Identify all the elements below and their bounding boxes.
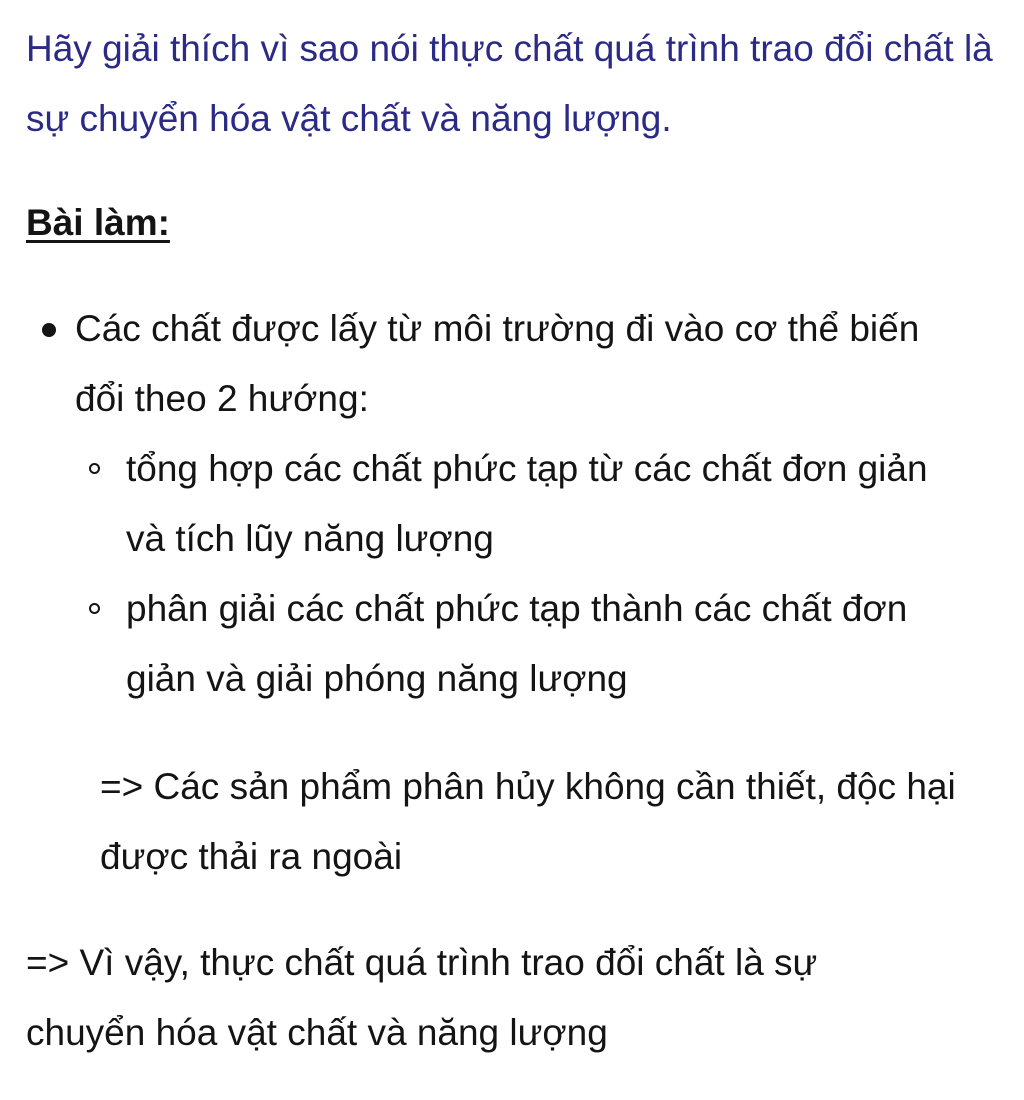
- bullet-list: [0, 294, 1024, 714]
- sub-list-item: [75, 574, 956, 714]
- conclusion-summary: => Vì vậy, thực chất quá trình trao đổi chất là sự chuyển hóa vật chất và năng lượng: [26, 942, 818, 1053]
- question-text: Hãy giải thích vì sao nói thực chất quá trình trao đổi chất là sự chuyển hóa vật chất và năng lượng.: [26, 28, 993, 139]
- sub-list-item: [75, 434, 956, 574]
- hollow-circle-icon: [89, 463, 100, 474]
- list-item: [0, 294, 965, 714]
- sub-item-text: tổng hợp các chất phức tạp từ các chất đơn giản và tích lũy năng lượng: [126, 448, 928, 559]
- sub-list: [75, 434, 965, 714]
- conclusion-waste-products: => Các sản phẩm phân hủy không cần thiết, độc hại được thải ra ngoài: [100, 766, 956, 877]
- bullet-text: Các chất được lấy từ môi trường đi vào cơ thể biến đổi theo 2 hướng:: [75, 308, 920, 419]
- sub-item-text: phân giải các chất phức tạp thành các chất đơn giản và giải phóng năng lượng: [126, 588, 908, 699]
- hollow-circle-icon: [89, 603, 100, 614]
- answer-heading: Bài làm:: [26, 202, 170, 243]
- bullet-icon: [42, 323, 56, 337]
